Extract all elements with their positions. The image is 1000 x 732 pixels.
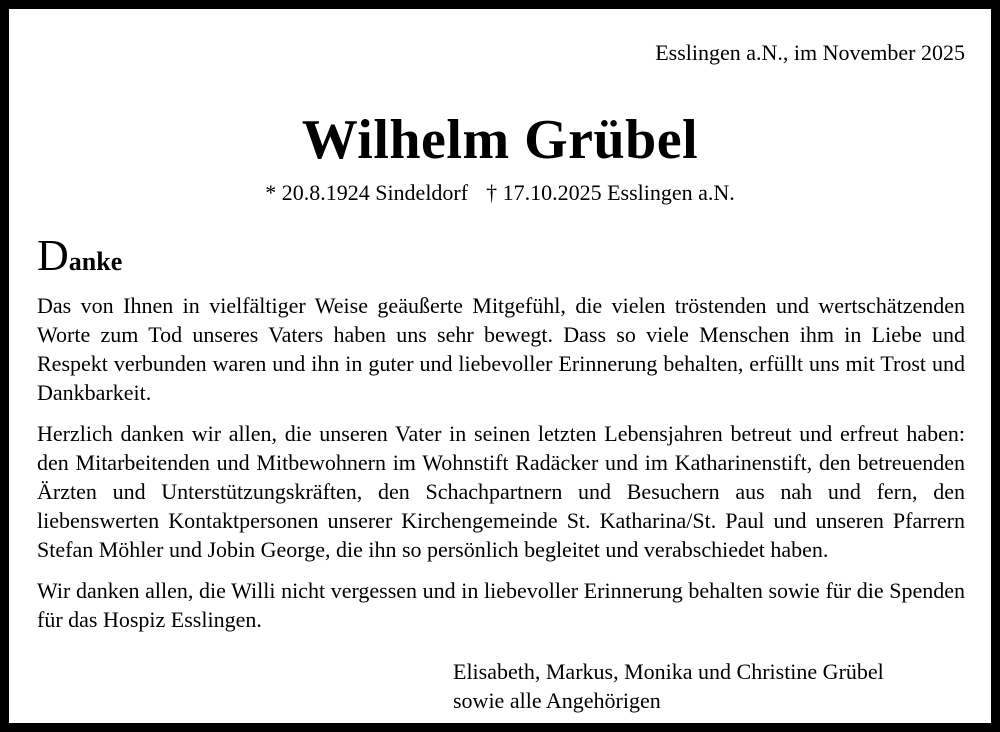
body-text bbox=[37, 291, 965, 646]
life-dates bbox=[9, 179, 991, 207]
thanks-heading bbox=[37, 231, 122, 287]
paragraph-thanks: Herzlich danken wir allen, die unseren Vater in seinen letzten Lebensjahren betreut und erfreut haben: den Mitarbeitenden und Mitbewohnern im Wohnstift Radäcker und im Katharinenstift, den betreuenden Ärzten und Unterstützungskräften, den Schachpartnern und Besuchern aus nah und fern, den liebenswerten Kontaktpersonen unserer Kirchengemeinde St. Katharina/St. Paul und unseren Pfarrern Stefan Möhler und Jobin George, die ihn so persönlich begleitet und verabschiedet haben. bbox=[37, 421, 965, 562]
signature-family: Elisabeth, Markus, Monika und Christine Grübel bbox=[453, 659, 884, 684]
death-date: † 17.10.2025 Esslingen a.N. bbox=[486, 180, 735, 205]
signature-relatives: sowie alle Angehörigen bbox=[453, 688, 661, 713]
deceased-name: Wilhelm Grübel bbox=[301, 109, 699, 171]
paragraph-donations: Wir danken allen, die Willi nicht vergessen und in liebevoller Erinnerung behalten sowie für die Spenden für das Hospiz Esslingen. bbox=[37, 578, 965, 632]
heading-rest: anke bbox=[68, 247, 123, 276]
birth-date: * 20.8.1924 Sindeldorf bbox=[265, 180, 469, 205]
heading-initial: D bbox=[37, 231, 69, 280]
paragraph-sympathy: Das von Ihnen in vielfältiger Weise geäußerte Mitgefühl, die vielen tröstenden und wertschätzenden Worte zum Tod unseres Vaters haben uns sehr bewegt. Dass so viele Menschen ihm in Liebe und Respekt verbunden waren und ihn in guter und liebevoller Erinnerung behalten, erfüllt uns mit Trost und Dankbarkeit. bbox=[37, 293, 965, 405]
dateline: Esslingen a.N., im November 2025 bbox=[655, 40, 965, 65]
signature bbox=[453, 657, 884, 715]
